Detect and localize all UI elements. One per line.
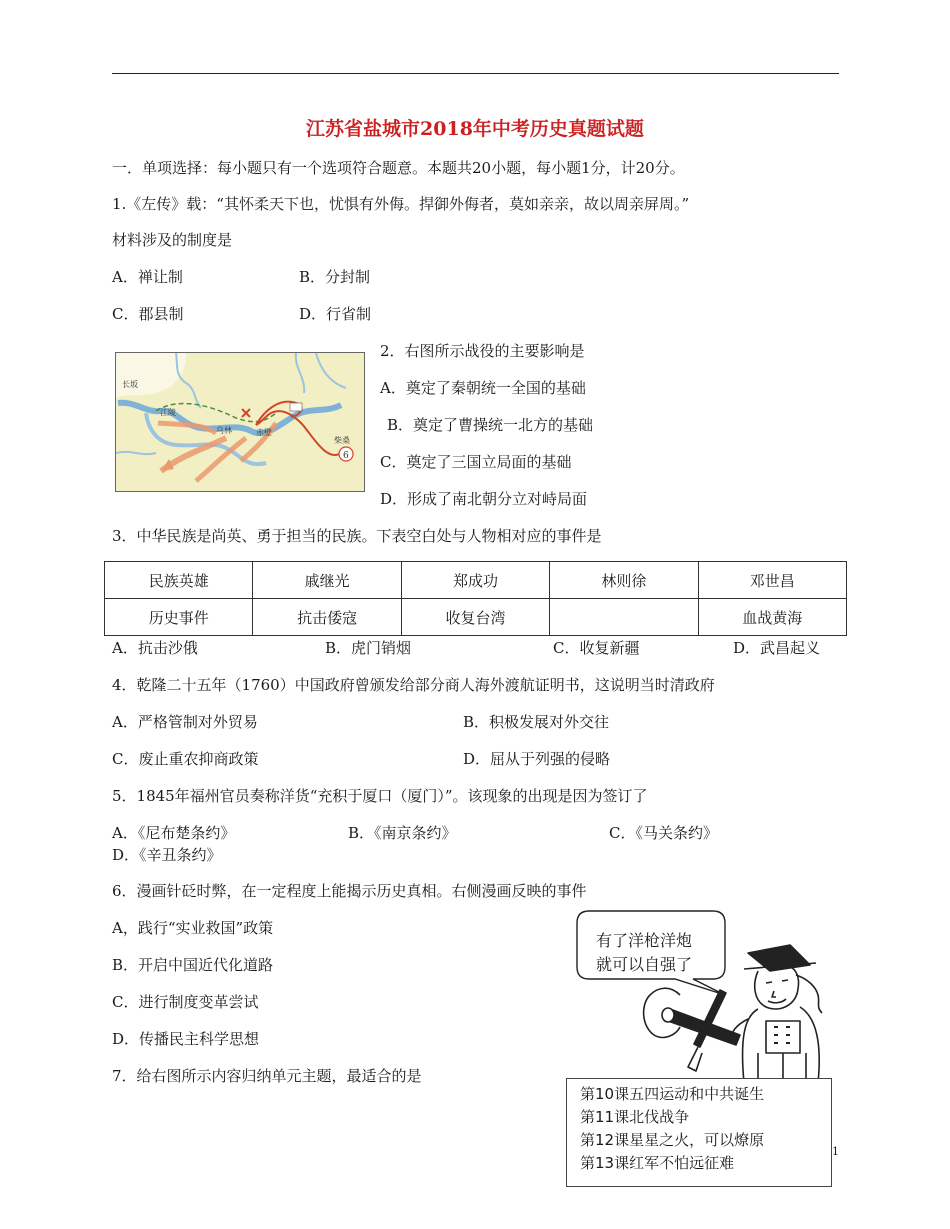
q2-option-b: B．奠定了曹操统一北方的基础 [387,416,594,434]
table-cell: 收复台湾 [401,599,549,636]
section-instructions: 一．单项选择：每小题只有一个选项符合题意。本题共20小题，每小题1分，计20分。 [112,159,685,177]
table-cell: 郑成功 [401,562,549,599]
q3-option-d: D．武昌起义 [733,639,821,657]
q4-option-a: A．严格管制对外贸易 [112,713,258,731]
q2-option-c: C．奠定了三国立局面的基础 [380,453,572,471]
lesson-list-box [566,1078,832,1187]
q2-option-d: D．形成了南北朝分立对峙局面 [380,490,588,508]
q5-stem: 5．1845年福州官员奏称洋货“充积于厦口（厦门）”。该现象的出现是因为签订了 [112,787,648,805]
table-cell: 抗击倭寇 [253,599,401,636]
q4-stem: 4．乾隆二十五年（1760）中国政府曾颁发给部分商人海外渡航证明书，这说明当时清政府 [112,676,715,694]
page-title: 江苏省盐城市2018年中考历史真题试题 [306,118,644,140]
table-cell-blank [550,599,698,636]
q1-stem-line1: 1.《左传》载：“其怀柔天下也，忧惧有外侮。捍御外侮者，莫如亲亲，故以周亲屏周。” [112,195,690,213]
q4-option-c: C．废止重农抑商政策 [112,750,259,768]
map-label-num: 6 [343,451,349,461]
q3-option-b: B．虎门销烟 [325,639,412,657]
q6-option-d: D．传播民主科学思想 [112,1030,260,1048]
table-cell: 林则徐 [550,562,698,599]
table-cell: 邓世昌 [698,562,846,599]
battle-map-graphic [116,353,364,491]
table-cell: 民族英雄 [105,562,253,599]
table-cell: 血战黄海 [698,599,846,636]
battle-map [115,352,365,492]
q4-option-b: B．积极发展对外交往 [463,713,610,731]
q5-option-b: B．《南京条约》 [348,824,457,842]
q6-stem: 6．漫画针砭时弊，在一定程度上能揭示历史真相。右侧漫画反映的事件 [112,882,587,900]
q5-option-c: C．《马关条约》 [609,824,718,842]
map-label-chaisang: 柴桑 [334,436,350,445]
header-rule [112,73,839,74]
q3-stem: 3．中华民族是尚英、勇于担当的民族。下表空白处与人物相对应的事件是 [112,527,602,545]
bubble-line-1: 有了洋枪洋炮 [596,931,693,950]
table-cell: 历史事件 [105,599,253,636]
speech-bubble-text [596,929,692,977]
table-cell: 戚继光 [253,562,401,599]
map-label-changban: 长坂 [122,380,138,389]
map-label-wulin: 乌林 [216,426,232,435]
q4-option-d: D．屈从于列强的侵略 [463,750,611,768]
list-item: 第11课北伐战争 [580,1108,690,1126]
q1-option-c: C．郡县制 [112,305,184,323]
q1-option-d: D．行省制 [299,305,372,323]
map-label-chibi: 赤壁 [256,428,272,437]
table-row [105,599,847,636]
q6-option-c: C．进行制度变革尝试 [112,993,259,1011]
q3-option-c: C．收复新疆 [553,639,640,657]
q5-option-d: D．《辛丑条约》 [112,846,222,864]
q6-option-b: B．开启中国近代化道路 [112,956,274,974]
q1-option-a: A．禅让制 [112,268,183,286]
events-table [104,561,847,636]
list-item: 第12课星星之火，可以燎原 [580,1131,765,1149]
q1-option-b: B．分封制 [299,268,371,286]
bubble-line-2: 就可以自强了 [596,955,693,974]
q2-option-a: A．奠定了秦朝统一全国的基础 [380,379,586,397]
page-number: 1 [832,1145,839,1158]
q2-stem: 2．右图所示战役的主要影响是 [380,342,585,360]
list-item: 第10课五四运动和中共诞生 [580,1085,765,1103]
list-item: 第13课红军不怕远征难 [580,1154,735,1172]
map-label-jiangling: 江陵 [160,408,176,417]
q7-stem: 7．给右图所示内容归纳单元主题，最适合的是 [112,1067,422,1085]
q3-option-a: A．抗击沙俄 [112,639,198,657]
q6-option-a: A，践行“实业救国”政策 [112,919,274,937]
q5-option-a: A．《尼布楚条约》 [112,824,236,842]
table-row [105,562,847,599]
q1-stem-line2: 材料涉及的制度是 [112,231,233,249]
